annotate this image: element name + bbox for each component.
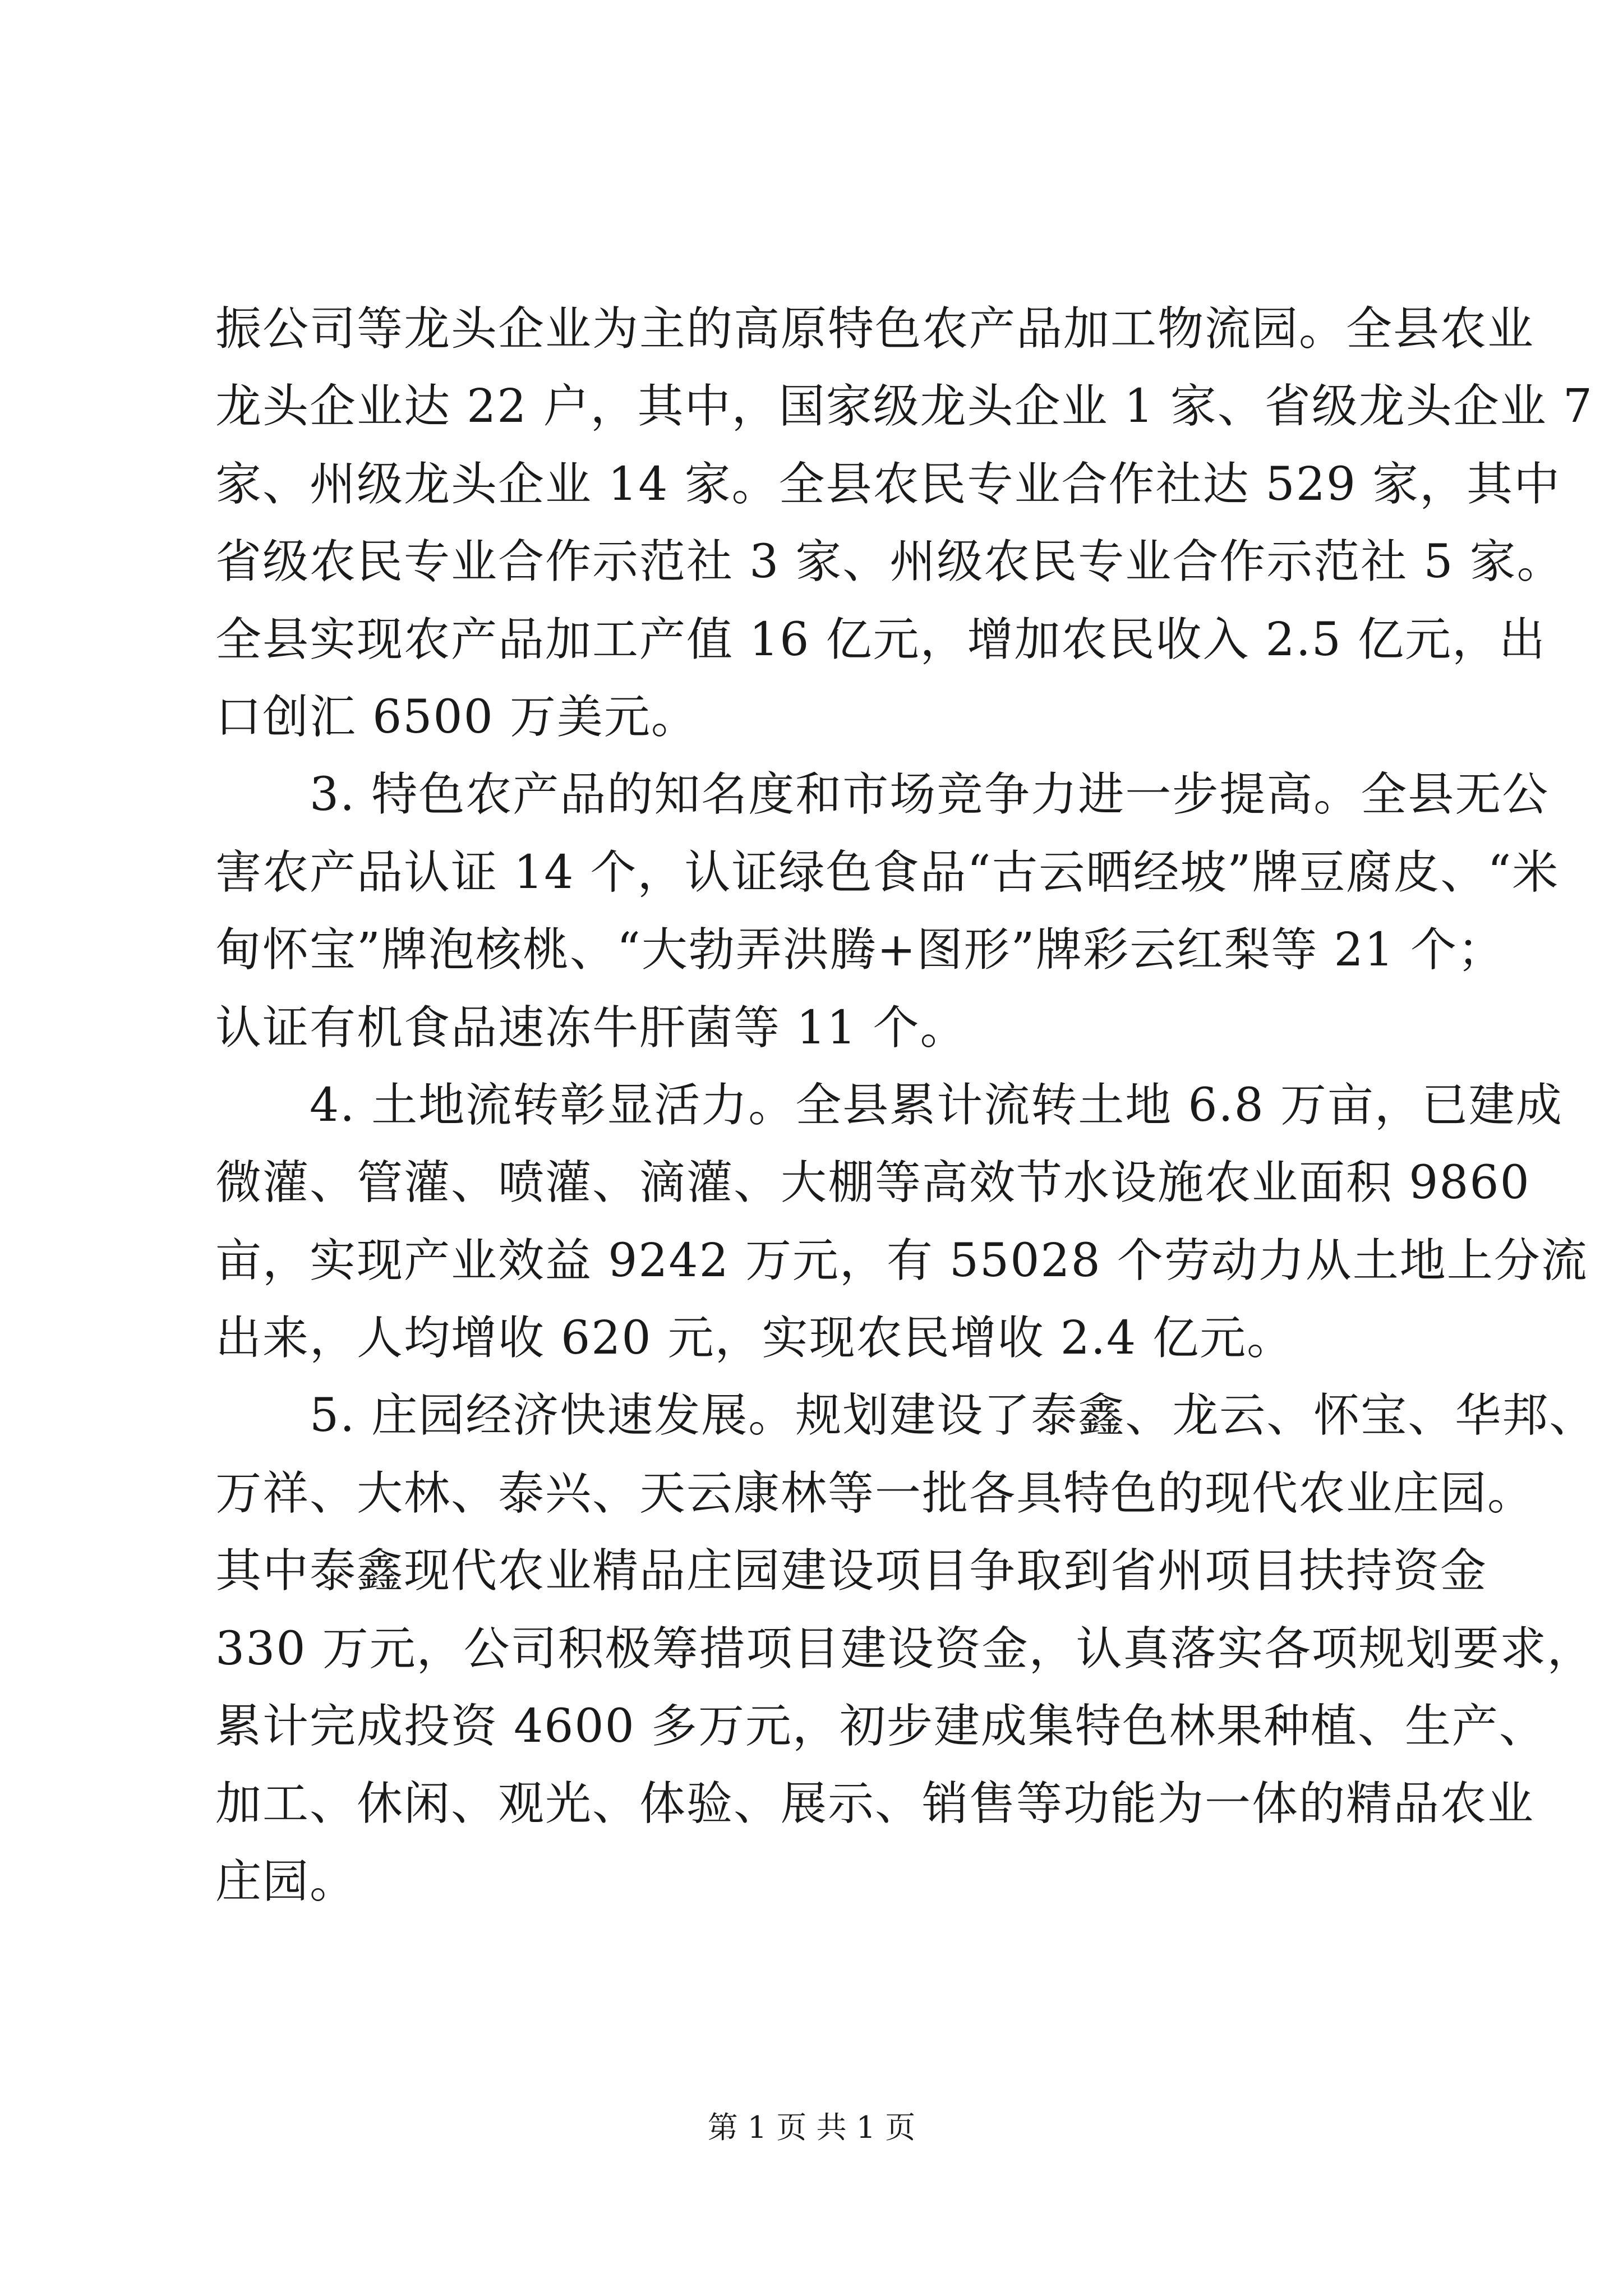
text-line: 庄园。 [215, 1855, 357, 1908]
text-line: 全县实现农产品加工产值 16 亿元，增加农民收入 2.5 亿元，出 [215, 613, 1547, 666]
text-line: 加工、休闲、观光、体验、展示、销售等功能为一体的精品农业 [215, 1777, 1535, 1831]
text-line: 3. 特色农产品的知名度和市场竞争力进一步提高。全县无公 [215, 768, 1550, 822]
text-line: 振公司等龙头企业为主的高原特色农产品加工物流园。全县农业 [215, 302, 1535, 356]
text-line: 微灌、管灌、喷灌、滴灌、大棚等高效节水设施农业面积 9860 [215, 1156, 1530, 1210]
text-line: 亩，实现产业效益 9242 万元，有 55028 个劳动力从土地上分流 [215, 1234, 1588, 1287]
page-footer: 第 1 页 共 1 页 [707, 2110, 916, 2145]
text-line: 330 万元，公司积极筹措项目建设资金，认真落实各项规划要求， [215, 1622, 1594, 1676]
text-line: 万祥、大林、泰兴、天云康林等一批各具特色的现代农业庄园。 [215, 1466, 1535, 1520]
text-line: 4. 土地流转彰显活力。全县累计流转土地 6.8 万亩，已建成 [215, 1078, 1563, 1132]
text-line: 累计完成投资 4600 多万元，初步建成集特色林果种植、生产、 [215, 1700, 1546, 1754]
text-line: 甸怀宝”牌泡核桃、“大勃弄洪腾+图形”牌彩云红梨等 21 个； [215, 923, 1505, 977]
text-line: 出来，人均增收 620 元，实现农民增收 2.4 亿元。 [215, 1312, 1294, 1365]
text-line: 害农产品认证 14 个，认证绿色食品“古云晒经坡”牌豆腐皮、“米 [215, 845, 1560, 899]
text-line: 家、州级龙头企业 14 家。全县农民专业合作社达 529 家，其中 [215, 457, 1561, 511]
text-line: 口创汇 6500 万美元。 [215, 690, 698, 744]
document-body [215, 291, 1597, 1921]
text-line: 5. 庄园经济快速发展。规划建设了泰鑫、龙云、怀宝、华邦、 [215, 1389, 1597, 1443]
text-line: 其中泰鑫现代农业精品庄园建设项目争取到省州项目扶持资金 [215, 1544, 1488, 1598]
text-line: 龙头企业达 22 户，其中，国家级龙头企业 1 家、省级龙头企业 7 [215, 380, 1594, 434]
text-line: 认证有机食品速冻牛肝菌等 11 个。 [215, 1001, 967, 1055]
text-line: 省级农民专业合作示范社 3 家、州级农民专业合作示范社 5 家。 [215, 535, 1564, 589]
